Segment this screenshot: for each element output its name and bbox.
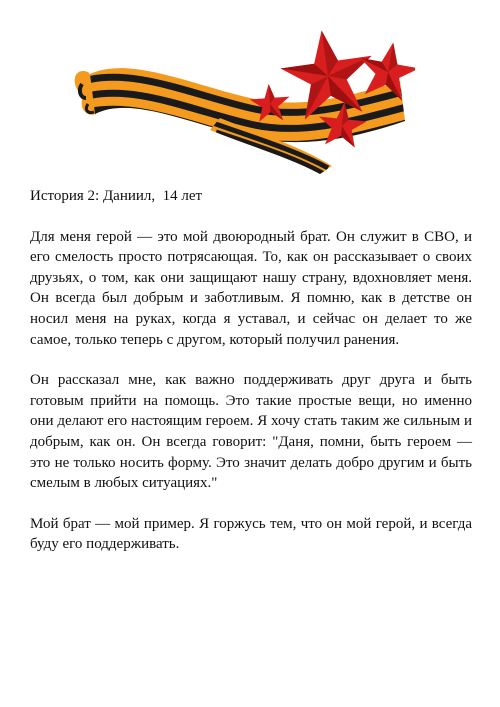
story-paragraph-1: Для меня герой — это мой двоюродный брат. Он служит в СВО, и его смелость просто потрясающая. То, как он рассказывает о своих друзьях, о том, как они защищают нашу страну, вдохновляет меня. Он всегда был добрым и заботливым. Я помню, как в детстве он носил меня на руках, когда я уставал, и сейчас он делает то же самое, только теперь с другом, который получил ранения. — [30, 228, 472, 348]
story-title: История 2: Даниил, 14 лет — [30, 188, 203, 204]
ribbon-band — [70, 26, 415, 176]
story-content — [30, 186, 472, 575]
story-paragraph-3: Мой брат — мой пример. Я горжусь тем, что он мой герой, и всегда буду его поддерживать. — [30, 515, 472, 553]
story-paragraph-2: Он рассказал мне, как важно поддерживать друг друга и быть готовым прийти на помощь. Это такие простые вещи, но именно они делают его настоящим героем. Я хочу стать таким же сильным и добрым, как он. Он всегда говорит: "Даня, помни, быть героем — это не только носить форму. Это значит делать добро другим и быть смелым в любых ситуациях." — [30, 372, 472, 492]
st-george-ribbon-with-stars-icon — [70, 26, 415, 176]
